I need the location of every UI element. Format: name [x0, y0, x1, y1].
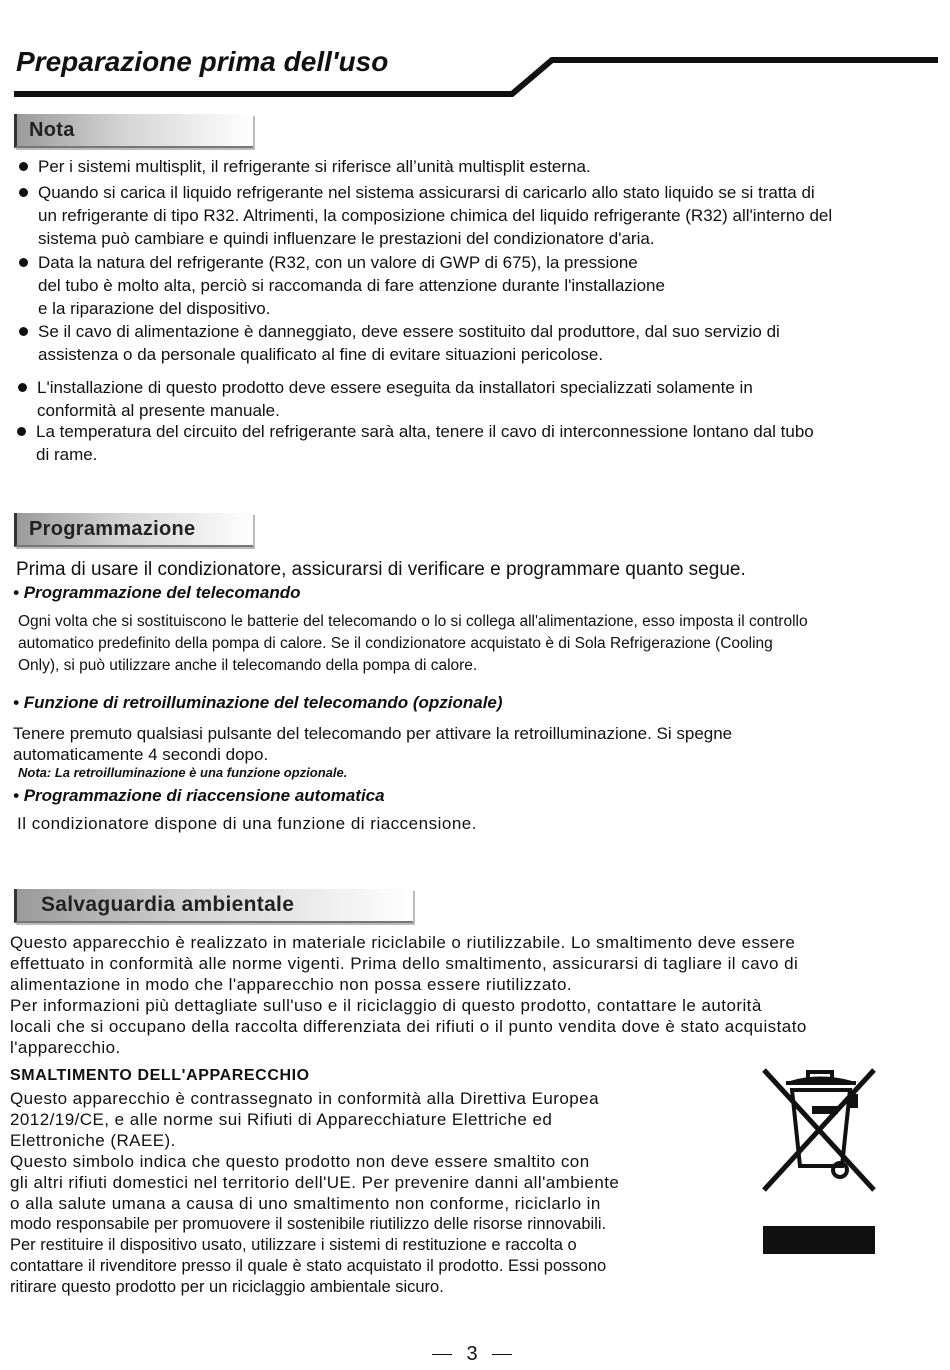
section-header-ambiente [14, 889, 413, 923]
bullet-icon [17, 427, 26, 436]
bullet-icon: • [13, 693, 24, 712]
section-title: Programmazione [29, 517, 196, 540]
bullet-icon [19, 188, 28, 197]
section-title: Salvaguardia ambientale [41, 893, 295, 916]
dash-left [432, 1354, 452, 1355]
subheading-retroilluminazione: • Funzione di retroilluminazione del telecomando (opzionale) [13, 693, 503, 712]
nota-bullet-5: L'installazione di questo prodotto deve essere eseguita da installatori specializzati solamente in conformità al presente manuale. [37, 376, 937, 422]
bullet-icon: • [13, 583, 24, 602]
weee-crossed-bin-icon [760, 1066, 880, 1260]
nota-bullet-4: Se il cavo di alimentazione è danneggiato, deve essere sostituito dal produttore, dal suo servizio di assistenza o da personale qualificato al fine di evitare situazioni pericolose. [38, 320, 938, 366]
bullet-icon [18, 383, 27, 392]
riaccensione-text: Il condizionatore dispone di una funzione di riaccensione. [17, 814, 477, 833]
retroilluminazione-paragraph: Tenere premuto qualsiasi pulsante del telecomando per attivare la retroilluminazione. Si spegne automaticamente 4 secondi dopo. [13, 724, 733, 764]
nota-bullet-6: La temperatura del circuito del refrigerante sarà alta, tenere il cavo di interconnessione lontano dal tubo di rame. [36, 420, 936, 466]
bullet-icon [19, 327, 28, 336]
section-header-programmazione [14, 513, 253, 547]
subheading-telecomando: • Programmazione del telecomando [13, 583, 301, 602]
page-number-footer [432, 1343, 512, 1366]
dash-right [492, 1354, 512, 1355]
nota-bullet-2: Quando si carica il liquido refrigerante nel sistema assicurarsi di caricarlo allo stato liquido se si tratta di un refrigerante di tipo R32. Altrimenti, la composizione chimica del liquido refrigerante (R32) all'interno del sistema può cambiare e quindi influenzare le prestazioni del condizionatore d'aria. [38, 181, 943, 250]
nota-bullet-1: Per i sistemi multisplit, il refrigerante si riferisce all’unità multisplit esterna. [38, 155, 938, 178]
section-header-nota [14, 114, 253, 148]
bullet-icon: • [13, 786, 24, 805]
section-title: Nota [29, 118, 75, 141]
retroilluminazione-note: Nota: La retroilluminazione è una funzione opzionale. [18, 765, 348, 780]
smaltimento-title: SMALTIMENTO DELL'APPARECCHIO [10, 1067, 310, 1084]
page-number: 3 [466, 1343, 478, 1365]
bullet-icon [19, 162, 28, 171]
programmazione-intro: Prima di usare il condizionatore, assicurarsi di verificare e programmare quanto segue. [16, 559, 746, 580]
telecomando-paragraph: Ogni volta che si sostituiscono le batterie del telecomando o lo si collega all'alimentazione, esso imposta il controllo automatico predefinito della pompa di calore. Se il condizionatore acquistato è di Sola Refrigerazione (Cooling Only), si può utilizzare anche il telecomando della pompa di calore. [18, 613, 808, 674]
smaltimento-paragraph-a: Questo apparecchio è contrassegnato in conformità alla Direttiva Europea 2012/19/CE, e alle norme sui Rifiuti di Apparecchiature Elettriche ed Elettroniche (RAEE). Questo simbolo indica che questo prodotto non deve essere smaltito con gli altri rifiuti domestici nel territorio dell'UE. Per prevenire danni all'ambiente o alla salute umana a causa di uno smaltimento non conforme, riciclarlo in [10, 1089, 620, 1213]
nota-bullet-3: Data la natura del refrigerante (R32, con un valore di GWP di 675), la pressione del tubo è molto alta, perciò si raccomanda di fare attenzione durante l'installazione e la riparazione del dispositivo. [38, 251, 938, 320]
ambiente-paragraph: Questo apparecchio è realizzato in materiale riciclabile o riutilizzabile. Lo smaltimento deve essere effettuato in conformità alle norme vigenti. Prima dello smaltimento, assicurarsi di tagliare il cavo di alimentazione in modo che l'apparecchio non possa essere riutilizzato. Per informazioni più dettagliate sull'uso e il riciclaggio di questo prodotto, contattare le autorità locali che si occupano della raccolta differenziata dei rifiuti o il punto vendita dove è stato acquistato l'apparecchio. [10, 933, 807, 1057]
page-title: Preparazione prima dell'uso [16, 46, 389, 77]
smaltimento-paragraph-b: modo responsabile per promuovere il sostenibile riutilizzo delle risorse rinnovabili. Per restituire il dispositivo usato, utilizzare i sistemi di restituzione e raccolta o contattare il rivenditore presso il quale è stato acquistato il prodotto. Essi possono ritirare questo prodotto per un riciclaggio ambientale sicuro. [10, 1215, 607, 1296]
subheading-riaccensione: • Programmazione di riaccensione automatica [13, 786, 385, 805]
bullet-icon [19, 258, 28, 267]
